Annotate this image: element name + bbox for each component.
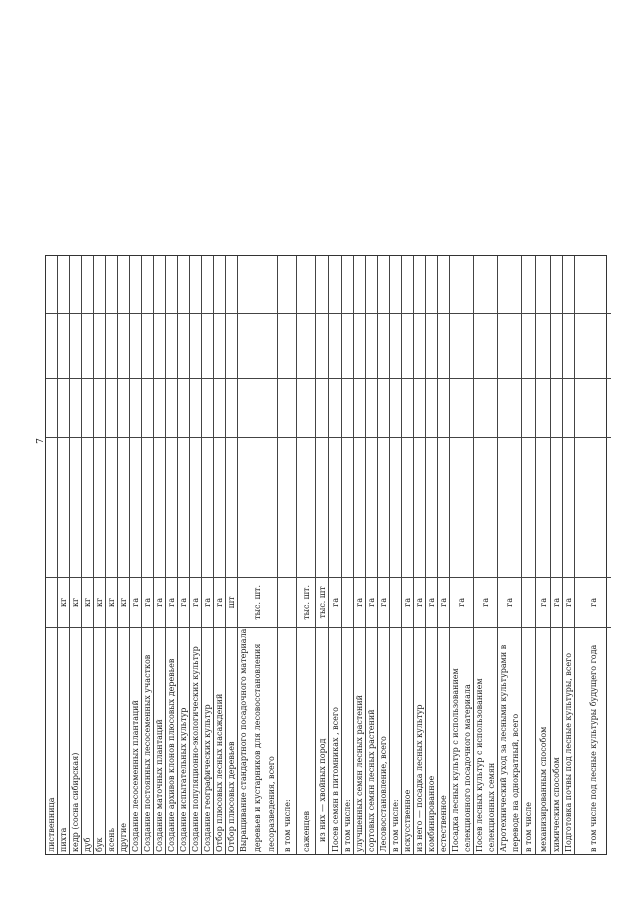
- row-name-cell: улучшенных семян лесных растений: [354, 627, 365, 854]
- empty-value-cell: [414, 313, 425, 378]
- empty-value-cell: [214, 256, 225, 313]
- table-row: [316, 256, 329, 854]
- empty-value-cell: [202, 378, 213, 438]
- row-name-cell: Подготовка почвы под лесные культуры, всего: [563, 627, 574, 854]
- row-unit-cell: кг: [70, 577, 81, 627]
- empty-value-cell: [426, 378, 437, 438]
- empty-value-cell: [390, 256, 401, 313]
- row-unit-cell: кг: [58, 577, 69, 627]
- empty-value-cell: [238, 256, 277, 313]
- empty-value-cell: [226, 313, 237, 378]
- table-row: [118, 256, 130, 854]
- data-table: [45, 255, 607, 855]
- empty-value-cell: [166, 378, 177, 438]
- empty-value-cell: [522, 378, 535, 438]
- empty-value-cell: [498, 437, 521, 577]
- row-unit-cell: [46, 577, 57, 627]
- row-unit-cell: га: [378, 577, 389, 627]
- empty-value-cell: [190, 313, 201, 378]
- row-unit-cell: тыс. шт.: [238, 577, 277, 627]
- row-name-cell: в том числе под лесные культуры будущего года: [575, 627, 611, 854]
- row-name-cell: [498, 627, 521, 854]
- empty-value-cell: [563, 437, 574, 577]
- row-name-cell: саженцев: [297, 627, 315, 854]
- empty-value-cell: [202, 313, 213, 378]
- empty-value-cell: [118, 313, 129, 378]
- row-name-line: Выращивание стандартного посадочного материала: [239, 628, 248, 852]
- row-unit-cell: [390, 577, 401, 627]
- empty-value-cell: [316, 437, 328, 577]
- row-unit-cell: тыс. шт: [316, 577, 328, 627]
- empty-value-cell: [166, 437, 177, 577]
- empty-value-cell: [329, 378, 341, 438]
- empty-value-cell: [178, 256, 189, 313]
- empty-value-cell: [82, 313, 93, 378]
- empty-value-cell: [390, 437, 401, 577]
- empty-value-cell: [575, 437, 611, 577]
- row-unit-cell: кг: [82, 577, 93, 627]
- empty-value-cell: [354, 437, 365, 577]
- row-unit-cell: кг: [118, 577, 129, 627]
- table-row: [202, 256, 214, 854]
- empty-value-cell: [297, 256, 315, 313]
- empty-value-cell: [202, 256, 213, 313]
- table-row: [563, 256, 575, 854]
- empty-value-cell: [575, 256, 611, 313]
- table-row: [522, 256, 536, 854]
- empty-value-cell: [58, 256, 69, 313]
- empty-value-cell: [70, 378, 81, 438]
- empty-value-cell: [214, 378, 225, 438]
- row-name-cell: искусственное: [402, 627, 413, 854]
- empty-value-cell: [342, 256, 353, 313]
- row-unit-cell: кг: [106, 577, 117, 627]
- empty-value-cell: [498, 256, 521, 313]
- row-name-cell: естественное: [438, 627, 449, 854]
- table-row: [297, 256, 316, 854]
- empty-value-cell: [522, 256, 535, 313]
- empty-value-cell: [329, 256, 341, 313]
- empty-value-cell: [154, 437, 165, 577]
- row-name-cell: [450, 627, 473, 854]
- row-name-line: Посадка лесных культур с использованием: [451, 668, 460, 852]
- table-row: [378, 256, 390, 854]
- row-unit-cell: га: [166, 577, 177, 627]
- empty-value-cell: [366, 437, 377, 577]
- empty-value-cell: [82, 437, 93, 577]
- empty-value-cell: [278, 313, 296, 378]
- row-unit-cell: тыс. шт.: [297, 577, 315, 627]
- empty-value-cell: [378, 313, 389, 378]
- empty-value-cell: [94, 313, 105, 378]
- row-unit-cell: [278, 577, 296, 627]
- empty-value-cell: [278, 378, 296, 438]
- empty-value-cell: [563, 256, 574, 313]
- empty-value-cell: [354, 313, 365, 378]
- empty-value-cell: [450, 437, 473, 577]
- empty-value-cell: [142, 256, 153, 313]
- table-row: [551, 256, 563, 854]
- table-row: [474, 256, 498, 854]
- empty-value-cell: [414, 437, 425, 577]
- row-name-cell: из него — посадка лесных культур: [414, 627, 425, 854]
- table-row: [238, 256, 278, 854]
- row-unit-cell: га: [329, 577, 341, 627]
- empty-value-cell: [142, 437, 153, 577]
- table-row: [154, 256, 166, 854]
- empty-value-cell: [202, 437, 213, 577]
- row-name-cell: бук: [94, 627, 105, 854]
- empty-value-cell: [426, 256, 437, 313]
- empty-value-cell: [154, 313, 165, 378]
- empty-value-cell: [536, 256, 550, 313]
- empty-value-cell: [130, 378, 141, 438]
- table-row: [426, 256, 438, 854]
- row-unit-cell: кг: [94, 577, 105, 627]
- page-number: 7: [36, 438, 46, 444]
- empty-value-cell: [450, 256, 473, 313]
- row-unit-cell: [342, 577, 353, 627]
- empty-value-cell: [316, 378, 328, 438]
- empty-value-cell: [190, 437, 201, 577]
- empty-value-cell: [278, 437, 296, 577]
- empty-value-cell: [46, 256, 57, 313]
- empty-value-cell: [106, 378, 117, 438]
- empty-value-cell: [226, 256, 237, 313]
- row-unit-cell: га: [450, 577, 473, 627]
- empty-value-cell: [402, 313, 413, 378]
- empty-value-cell: [474, 313, 497, 378]
- empty-value-cell: [316, 313, 328, 378]
- row-name-cell: комбинированное: [426, 627, 437, 854]
- table-row: [366, 256, 378, 854]
- empty-value-cell: [238, 313, 277, 378]
- empty-value-cell: [178, 437, 189, 577]
- empty-value-cell: [178, 378, 189, 438]
- empty-value-cell: [58, 378, 69, 438]
- row-name-line: Агротехнический уход за лесными культурами в: [499, 644, 508, 852]
- row-unit-cell: га: [474, 577, 497, 627]
- empty-value-cell: [46, 437, 57, 577]
- empty-value-cell: [46, 313, 57, 378]
- empty-value-cell: [551, 437, 562, 577]
- table-row: [226, 256, 238, 854]
- row-name-cell: механизированным способом: [536, 627, 550, 854]
- empty-value-cell: [278, 256, 296, 313]
- empty-value-cell: [522, 313, 535, 378]
- empty-value-cell: [474, 378, 497, 438]
- table-row: [402, 256, 414, 854]
- table-row: [82, 256, 94, 854]
- row-name-cell: Создание популяционно-экологических культур: [190, 627, 201, 854]
- empty-value-cell: [551, 313, 562, 378]
- empty-value-cell: [58, 437, 69, 577]
- row-unit-cell: га: [575, 577, 611, 627]
- row-name-cell: в том числе:: [278, 627, 296, 854]
- empty-value-cell: [522, 437, 535, 577]
- row-name-cell: сортовых семян лесных растений: [366, 627, 377, 854]
- row-unit-cell: га: [366, 577, 377, 627]
- row-name-cell: в том числе: [522, 627, 535, 854]
- table-row: [342, 256, 354, 854]
- empty-value-cell: [563, 313, 574, 378]
- empty-value-cell: [414, 256, 425, 313]
- empty-value-cell: [450, 313, 473, 378]
- table-row: [142, 256, 154, 854]
- empty-value-cell: [329, 313, 341, 378]
- row-name-cell: из них — хвойных пород: [316, 627, 328, 854]
- empty-value-cell: [354, 378, 365, 438]
- empty-value-cell: [70, 256, 81, 313]
- empty-value-cell: [106, 313, 117, 378]
- empty-value-cell: [118, 437, 129, 577]
- table-row: [390, 256, 402, 854]
- table-row: [450, 256, 474, 854]
- empty-value-cell: [366, 313, 377, 378]
- row-unit-cell: га: [438, 577, 449, 627]
- empty-value-cell: [142, 313, 153, 378]
- empty-value-cell: [450, 378, 473, 438]
- table-row: [354, 256, 366, 854]
- row-name-cell: Отбор плюсовых лесных насаждений: [214, 627, 225, 854]
- table-row: [536, 256, 551, 854]
- row-unit-cell: га: [536, 577, 550, 627]
- empty-value-cell: [536, 437, 550, 577]
- empty-value-cell: [402, 256, 413, 313]
- empty-value-cell: [94, 437, 105, 577]
- empty-value-cell: [142, 378, 153, 438]
- empty-value-cell: [390, 378, 401, 438]
- row-unit-cell: га: [214, 577, 225, 627]
- empty-value-cell: [190, 256, 201, 313]
- empty-value-cell: [498, 378, 521, 438]
- empty-value-cell: [118, 378, 129, 438]
- empty-value-cell: [551, 256, 562, 313]
- row-name-cell: дуб: [82, 627, 93, 854]
- empty-value-cell: [70, 437, 81, 577]
- empty-value-cell: [366, 256, 377, 313]
- row-unit-cell: шт: [226, 577, 237, 627]
- empty-value-cell: [474, 256, 497, 313]
- empty-value-cell: [94, 256, 105, 313]
- empty-value-cell: [214, 313, 225, 378]
- table-row: [498, 256, 522, 854]
- empty-value-cell: [575, 378, 611, 438]
- row-unit-cell: [522, 577, 535, 627]
- empty-value-cell: [178, 313, 189, 378]
- empty-value-cell: [190, 378, 201, 438]
- row-unit-cell: га: [142, 577, 153, 627]
- row-name-cell: Лесовосстановление, всего: [378, 627, 389, 854]
- empty-value-cell: [438, 256, 449, 313]
- row-name-cell: Создание архивов клонов плюсовых деревьев: [166, 627, 177, 854]
- row-name-cell: в том числе:: [342, 627, 353, 854]
- row-name-cell: Создание испытательных культур: [178, 627, 189, 854]
- empty-value-cell: [342, 313, 353, 378]
- empty-value-cell: [70, 313, 81, 378]
- empty-value-cell: [426, 313, 437, 378]
- empty-value-cell: [342, 378, 353, 438]
- empty-value-cell: [536, 313, 550, 378]
- row-name-cell: Посев семян в питомниках , всего: [329, 627, 341, 854]
- empty-value-cell: [226, 378, 237, 438]
- table-row: [414, 256, 426, 854]
- row-unit-cell: га: [130, 577, 141, 627]
- row-name-cell: химическим способом: [551, 627, 562, 854]
- empty-value-cell: [238, 378, 277, 438]
- row-name-cell: [238, 627, 277, 854]
- empty-value-cell: [536, 378, 550, 438]
- table-row: [106, 256, 118, 854]
- empty-value-cell: [426, 437, 437, 577]
- row-unit-cell: га: [563, 577, 574, 627]
- empty-value-cell: [226, 437, 237, 577]
- row-name-line: деревьев и кустарников для лесовосстановления: [253, 643, 262, 852]
- empty-value-cell: [498, 313, 521, 378]
- empty-value-cell: [94, 378, 105, 438]
- row-name-cell: ясень: [106, 627, 117, 854]
- empty-value-cell: [297, 437, 315, 577]
- empty-value-cell: [58, 313, 69, 378]
- row-name-cell: [474, 627, 497, 854]
- empty-value-cell: [378, 256, 389, 313]
- table-row: [329, 256, 342, 854]
- row-name-line: Посев лесных культур с использованием: [475, 678, 484, 852]
- row-name-cell: в том числе:: [390, 627, 401, 854]
- row-name-cell: Создание лесосеменных плантаций: [130, 627, 141, 854]
- empty-value-cell: [118, 256, 129, 313]
- row-name-cell: Создание постоянных лесосеменных участков: [142, 627, 153, 854]
- row-name-cell: лиственница: [46, 627, 57, 854]
- row-name-cell: другие: [118, 627, 129, 854]
- row-name-line: переводе на однократный, всего: [511, 713, 520, 852]
- empty-value-cell: [166, 313, 177, 378]
- empty-value-cell: [378, 378, 389, 438]
- empty-value-cell: [414, 378, 425, 438]
- empty-value-cell: [214, 437, 225, 577]
- empty-value-cell: [438, 313, 449, 378]
- table-row: [130, 256, 142, 854]
- empty-value-cell: [106, 256, 117, 313]
- row-unit-cell: га: [154, 577, 165, 627]
- row-name-line: селекционных семян: [487, 762, 496, 852]
- table-row: [190, 256, 202, 854]
- table-row: [94, 256, 106, 854]
- empty-value-cell: [130, 256, 141, 313]
- row-name-line: селекционного посадочного материала: [463, 684, 472, 852]
- empty-value-cell: [46, 378, 57, 438]
- empty-value-cell: [316, 256, 328, 313]
- row-unit-cell: га: [202, 577, 213, 627]
- empty-value-cell: [342, 437, 353, 577]
- table-row: [178, 256, 190, 854]
- empty-value-cell: [166, 256, 177, 313]
- row-name-line: лесоразведения, всего: [267, 756, 276, 852]
- empty-value-cell: [238, 437, 277, 577]
- row-unit-cell: га: [551, 577, 562, 627]
- row-unit-cell: га: [402, 577, 413, 627]
- empty-value-cell: [402, 437, 413, 577]
- empty-value-cell: [354, 256, 365, 313]
- table-row: [278, 256, 297, 854]
- empty-value-cell: [438, 378, 449, 438]
- row-name-cell: Отбор плюсовых деревьев: [226, 627, 237, 854]
- empty-value-cell: [329, 437, 341, 577]
- empty-value-cell: [378, 437, 389, 577]
- empty-value-cell: [154, 378, 165, 438]
- empty-value-cell: [438, 437, 449, 577]
- empty-value-cell: [474, 437, 497, 577]
- empty-value-cell: [575, 313, 611, 378]
- row-name-cell: пихта: [58, 627, 69, 854]
- empty-value-cell: [297, 313, 315, 378]
- empty-value-cell: [130, 437, 141, 577]
- row-name-cell: Создание географических культур: [202, 627, 213, 854]
- empty-value-cell: [154, 256, 165, 313]
- table-row: [166, 256, 178, 854]
- table-row: [214, 256, 226, 854]
- empty-value-cell: [551, 378, 562, 438]
- empty-value-cell: [402, 378, 413, 438]
- table-row: [70, 256, 82, 854]
- empty-value-cell: [106, 437, 117, 577]
- table-row: [46, 256, 58, 854]
- empty-value-cell: [390, 313, 401, 378]
- row-name-cell: Создание маточных плантаций: [154, 627, 165, 854]
- row-unit-cell: га: [426, 577, 437, 627]
- empty-value-cell: [82, 378, 93, 438]
- table-row: [575, 256, 611, 854]
- empty-value-cell: [82, 256, 93, 313]
- empty-value-cell: [366, 378, 377, 438]
- table-row: [438, 256, 450, 854]
- row-name-cell: кедр (сосна сибирская): [70, 627, 81, 854]
- row-unit-cell: га: [178, 577, 189, 627]
- row-unit-cell: га: [498, 577, 521, 627]
- row-unit-cell: га: [414, 577, 425, 627]
- empty-value-cell: [297, 378, 315, 438]
- row-unit-cell: га: [190, 577, 201, 627]
- empty-value-cell: [563, 378, 574, 438]
- table-row: [58, 256, 70, 854]
- row-unit-cell: га: [354, 577, 365, 627]
- empty-value-cell: [130, 313, 141, 378]
